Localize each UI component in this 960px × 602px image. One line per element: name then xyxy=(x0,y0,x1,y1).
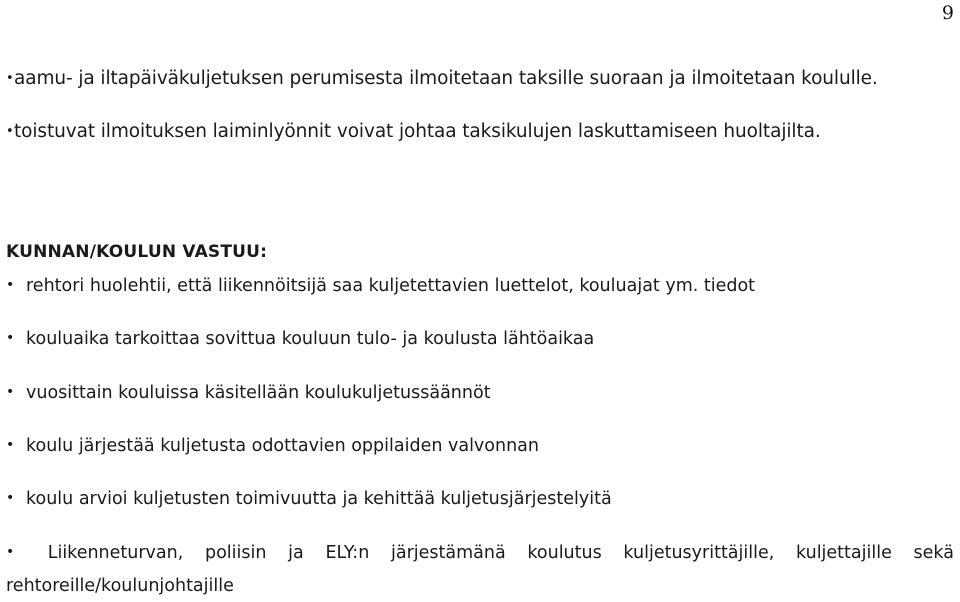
list-item-text: Liikenneturvan, poliisin ja ELY:n järjestämänä koulutus kuljetusyrittäjille, kuljettajille sekä xyxy=(47,543,954,563)
list-item xyxy=(6,121,954,142)
bullet-icon: • xyxy=(6,71,14,86)
list-item-text: rehtori huolehtii, että liikennöitsijä saa kuljetettavien luettelot, kouluajat ym. tiedot xyxy=(26,276,756,296)
list-item xyxy=(6,329,954,349)
list-item-text: vuosittain kouluissa käsitellään koulukuljetussäännöt xyxy=(26,383,491,403)
list-item-text: kouluaika tarkoittaa sovittua kouluun tulo- ja koulusta lähtöaikaa xyxy=(26,329,595,349)
bullet-icon: • xyxy=(6,330,15,346)
bullet-icon: • xyxy=(6,384,15,400)
bullet-icon: • xyxy=(6,277,15,293)
bullet-icon: • xyxy=(6,544,15,560)
section-heading: KUNNAN/KOULUN VASTUU: xyxy=(6,242,268,262)
list-item-continuation: rehtoreille/koulunjohtajille xyxy=(6,576,234,596)
list-item xyxy=(6,543,954,563)
list-item xyxy=(6,436,954,456)
bullet-icon: • xyxy=(6,490,15,506)
list-item xyxy=(6,489,954,509)
page-number: 9 xyxy=(941,2,954,24)
list-item xyxy=(6,383,954,403)
list-item-text: koulu järjestää kuljetusta odottavien oppilaiden valvonnan xyxy=(26,436,539,456)
bullet-icon: • xyxy=(6,437,15,453)
list-item xyxy=(6,276,954,296)
list-item-text: aamu- ja iltapäiväkuljetuksen perumisesta ilmoitetaan taksille suoraan ja ilmoitetaan koululle. xyxy=(14,68,878,89)
list-item xyxy=(6,68,954,89)
list-item-text: toistuvat ilmoituksen laiminlyönnit voivat johtaa taksikulujen laskuttamiseen huoltajilta. xyxy=(14,121,821,142)
list-item-text: koulu arvioi kuljetusten toimivuutta ja kehittää kuljetusjärjestelyitä xyxy=(26,489,612,509)
bullet-icon: • xyxy=(6,124,14,139)
